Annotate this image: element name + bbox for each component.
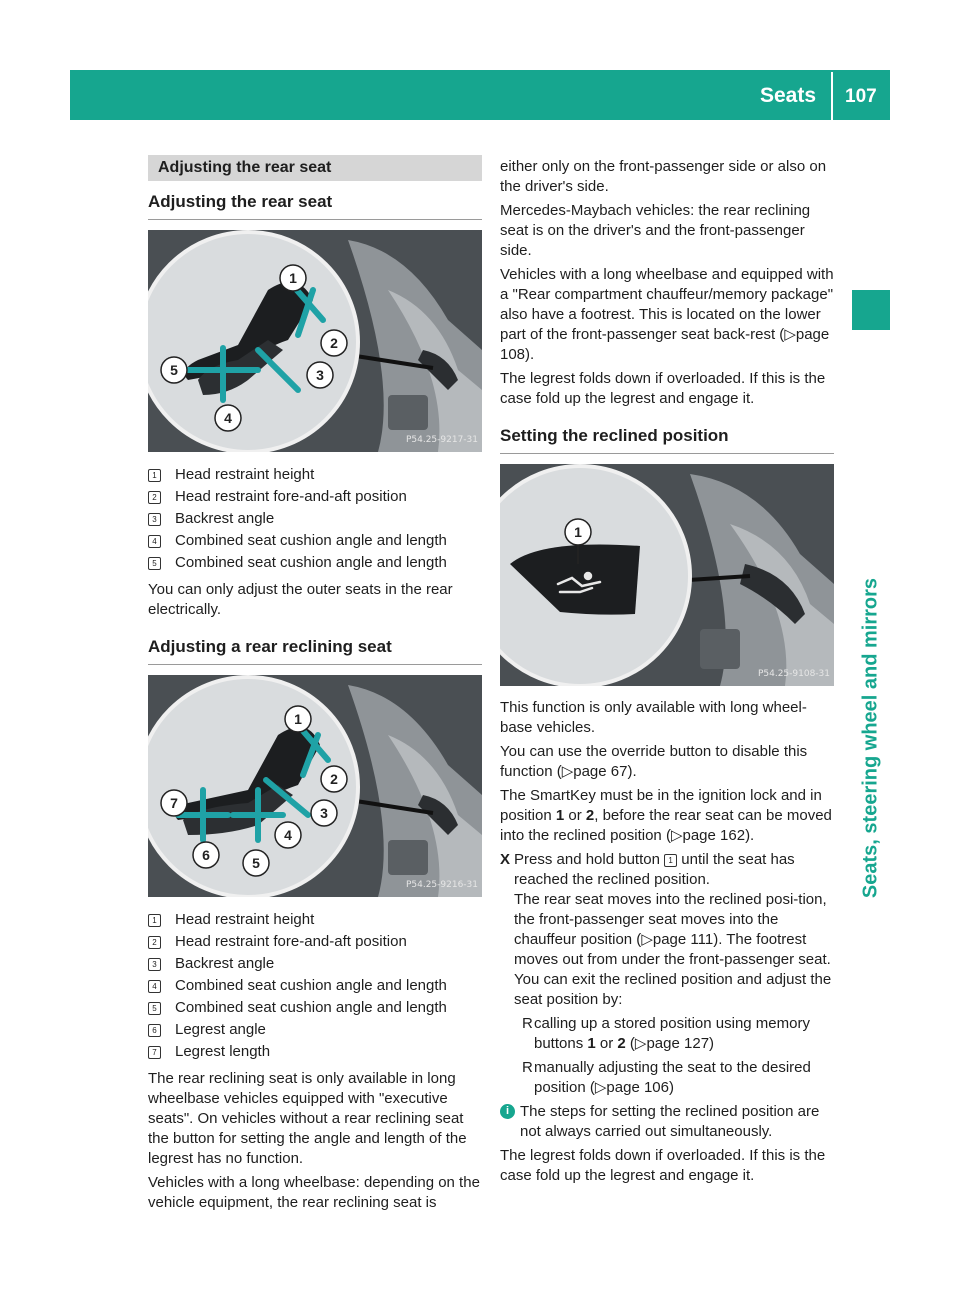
paragraph: The legrest folds down if overloaded. If this is the case fold up the legrest and engage it. xyxy=(500,1147,826,1184)
bullet-item: R calling up a stored position using memory buttons 1 or 2 (▷page 127) xyxy=(522,1015,810,1052)
page-ref-arrow-icon: ▷ xyxy=(670,827,683,844)
bullet-icon: R xyxy=(522,1059,533,1076)
legend-item: 7 Legrest length xyxy=(148,1041,482,1063)
legend-item: 6 Legrest angle xyxy=(148,1019,482,1041)
section-title-reclined-position: Setting the reclined position xyxy=(500,425,834,454)
chapter-title: Seats, steering wheel and mirrors xyxy=(859,577,882,899)
page-number: 107 xyxy=(845,86,877,107)
info-icon: i xyxy=(500,1104,515,1119)
callout-5: 5 xyxy=(252,855,260,871)
bullet-item: R manually adjusting the seat to the desired position (▷page 106) xyxy=(522,1059,811,1096)
step-arrow-icon: X xyxy=(500,851,511,868)
callout-1: 1 xyxy=(289,270,297,286)
legend-item: 4 Combined seat cushion angle and length xyxy=(148,975,482,997)
right-column xyxy=(500,157,834,1190)
callout-3: 3 xyxy=(316,367,324,383)
instruction-step: X Press and hold button 1 until the seat has reached the reclined position. The rear seat moves into the reclined posi-tion, the front-passenger seat moves into the chauffeur position (▷page 111). The footrest moves out from under the front-passenger seat. You can exit the reclined position and adjust the seat position by: R calling up a stored position using memory buttons 1 or 2 (▷page 127) R manually adjusting the seat to the desired position (▷page 106) xyxy=(500,850,834,1098)
legend-item: 5 Combined seat cushion angle and length xyxy=(148,997,482,1019)
paragraph: The legrest folds down if overloaded. If this is the case fold up the legrest and engage it. xyxy=(500,370,826,407)
callout-1: 1 xyxy=(294,711,302,727)
paragraph: You can only adjust the outer seats in the rear electrically. xyxy=(148,581,453,618)
page-reference-link[interactable]: page 162 xyxy=(682,827,746,844)
legend-item: 3 Backrest angle xyxy=(148,508,482,530)
button-number-badge: 1 xyxy=(664,854,677,867)
figure-rear-seat-controls xyxy=(148,230,482,452)
legend-1 xyxy=(148,464,482,574)
paragraph: This function is only available with long wheel-base vehicles. xyxy=(500,699,807,736)
paragraph: Vehicles with a long wheelbase and equipped with a "Rear compartment chauffeur/memory package" also have a footrest. This is located on the lower part of the front-passenger seat back-rest (▷page 108). xyxy=(500,266,834,363)
legend-item: 2 Head restraint fore-and-aft position xyxy=(148,931,482,953)
callout-2: 2 xyxy=(330,335,338,351)
chapter-tab xyxy=(852,290,890,330)
reclining-controls-illustration xyxy=(148,675,482,897)
section-band: Adjusting the rear seat xyxy=(148,155,482,181)
header-divider xyxy=(831,72,833,120)
page-ref-arrow-icon: ▷ xyxy=(784,326,796,343)
legend-item: 3 Backrest angle xyxy=(148,953,482,975)
callout-3: 3 xyxy=(320,805,328,821)
page-ref-arrow-icon: ▷ xyxy=(641,931,653,948)
callout-1: 1 xyxy=(574,524,582,540)
section-title-reclining: Adjusting a rear reclining seat xyxy=(148,636,482,665)
paragraph: Vehicles with a long wheelbase: depending on the vehicle equipment, the rear reclining seat is xyxy=(148,1174,480,1211)
legend-2 xyxy=(148,909,482,1063)
paragraph: The rear reclining seat is only available in long wheelbase vehicles equipped with "executive seats". On vehicles without a rear reclining seat the button for setting the angle and length of the legrest has no function. xyxy=(148,1070,467,1167)
page-reference-link[interactable]: page 67 xyxy=(573,763,628,780)
paragraph: The SmartKey must be in the ignition lock and in position 1 or 2, before the rear seat can be moved into the reclined position (▷page 162). xyxy=(500,787,832,844)
callout-6: 6 xyxy=(202,847,210,863)
section-title-adjusting: Adjusting the rear seat xyxy=(148,191,482,220)
paragraph: either only on the front-passenger side or also on the driver's side. xyxy=(500,158,827,195)
legend-item: 1 Head restraint height xyxy=(148,909,482,931)
page-reference-link[interactable]: page 111 xyxy=(652,931,714,948)
header-title: Seats xyxy=(760,84,817,107)
page-reference-link[interactable]: page 127 xyxy=(646,1035,710,1052)
bullet-icon: R xyxy=(522,1015,533,1032)
info-note: i The steps for setting the reclined position are not always carried out simultaneously. xyxy=(500,1102,834,1142)
legend-item: 5 Combined seat cushion angle and length xyxy=(148,552,482,574)
page-ref-arrow-icon: ▷ xyxy=(561,763,574,780)
figure-code: P54.25-9108-31 xyxy=(757,669,830,679)
figure-code: P54.25-9217-31 xyxy=(405,435,478,445)
callout-5: 5 xyxy=(170,362,178,378)
legend-item: 4 Combined seat cushion angle and length xyxy=(148,530,482,552)
figure-code: P54.25-9216-31 xyxy=(405,880,478,890)
page-reference-link[interactable]: page 108 xyxy=(500,326,830,363)
left-column xyxy=(148,155,482,1217)
callout-4: 4 xyxy=(224,410,232,426)
callout-7: 7 xyxy=(170,795,178,811)
seat-controls-illustration xyxy=(148,230,482,452)
page-ref-arrow-icon: ▷ xyxy=(634,1035,647,1052)
figure-recline-button xyxy=(500,464,834,686)
page-reference-link[interactable]: page 106 xyxy=(606,1079,669,1096)
callout-4: 4 xyxy=(284,827,292,843)
callout-2: 2 xyxy=(330,771,338,787)
figure-reclining-seat-controls xyxy=(148,675,482,897)
recline-button-illustration xyxy=(500,464,834,686)
paragraph: You can use the override button to disable this function (▷page 67). xyxy=(500,743,808,780)
page-ref-arrow-icon: ▷ xyxy=(594,1079,607,1096)
legend-item: 2 Head restraint fore-and-aft position xyxy=(148,486,482,508)
paragraph: Mercedes-Maybach vehicles: the rear reclining seat is on the driver's and the front-passenger side. xyxy=(500,202,811,259)
legend-item: 1 Head restraint height xyxy=(148,464,482,486)
